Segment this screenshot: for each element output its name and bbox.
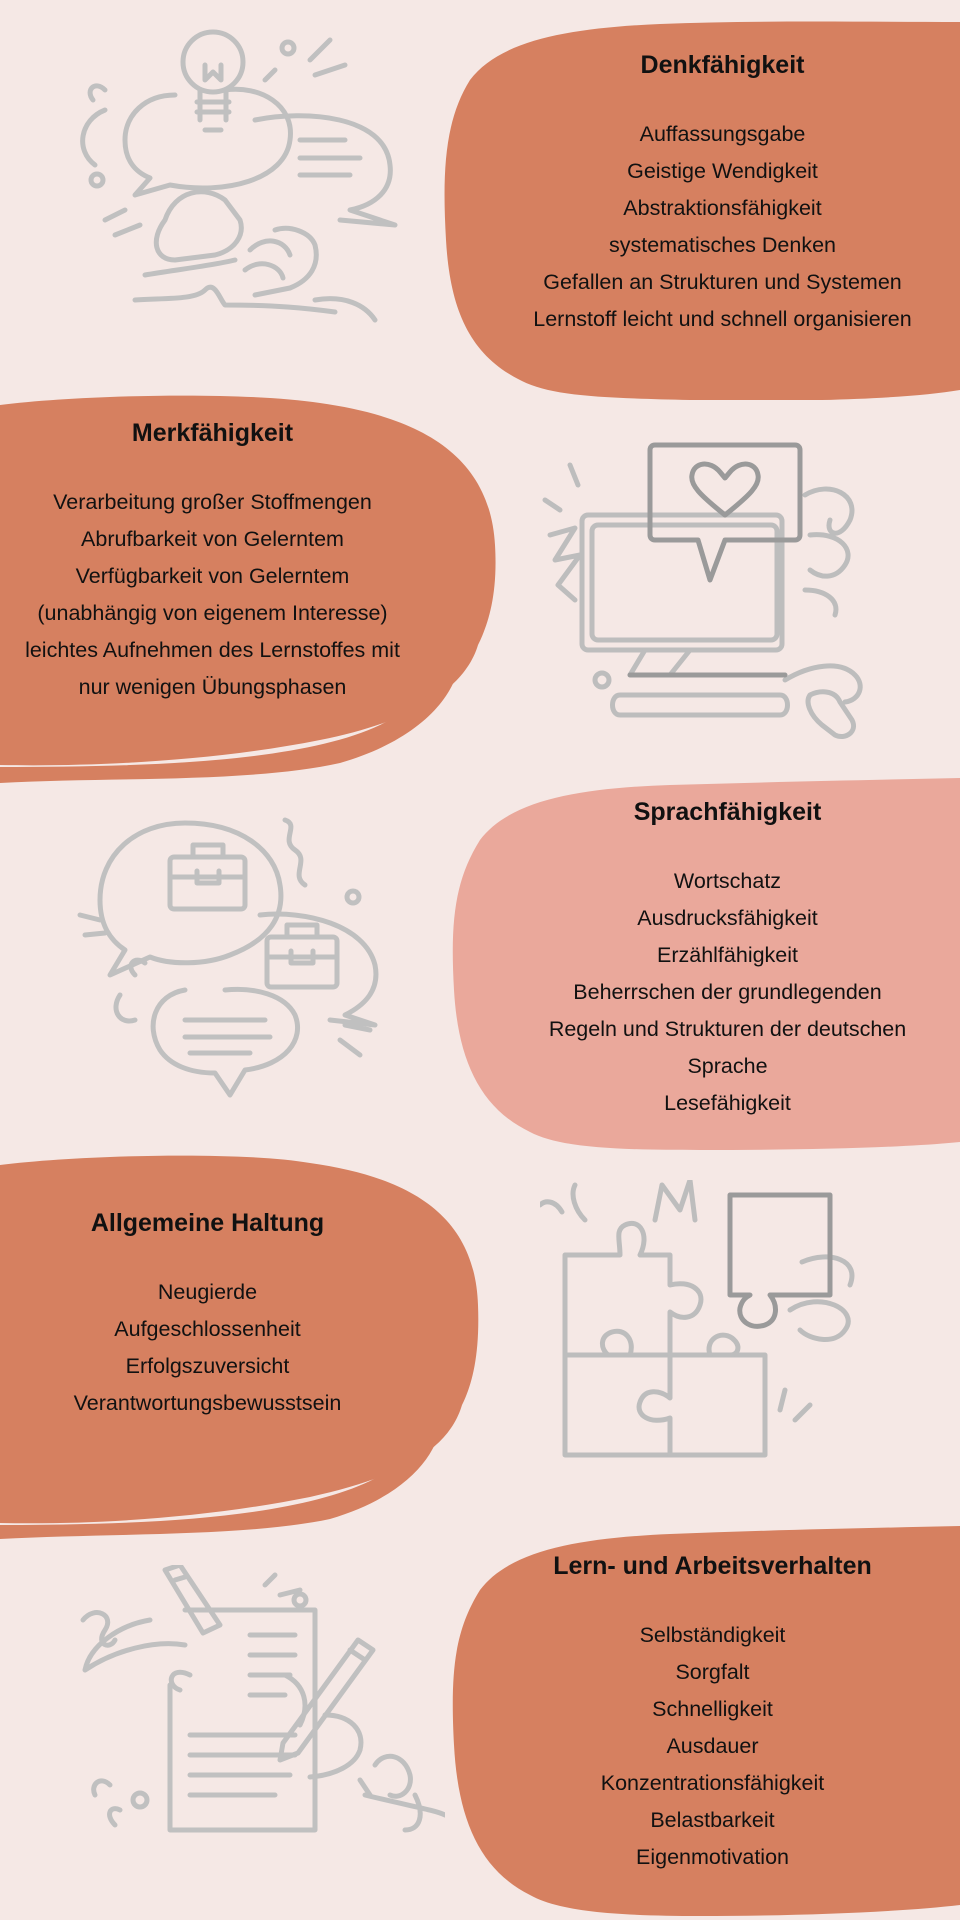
section-title: Merkfähigkeit xyxy=(131,419,294,447)
list-item: Sprache xyxy=(687,1054,768,1078)
list-item: Abrufbarkeit von Gelerntem xyxy=(81,527,344,551)
item-list xyxy=(490,116,955,338)
computer-heart-icon xyxy=(540,440,870,740)
section-allgemeine-haltung xyxy=(0,1208,415,1422)
section-title: Lern- und Arbeitsverhalten xyxy=(553,1552,872,1580)
section-merkfaehigkeit xyxy=(0,418,425,706)
list-item: Verarbeitung großer Stoffmengen xyxy=(53,490,372,514)
document-pen-hand-icon xyxy=(75,1565,445,1845)
section-title: Denkfähigkeit xyxy=(640,51,805,79)
list-item: Sorgfalt xyxy=(675,1660,750,1684)
list-item: Verfügbarkeit von Gelerntem xyxy=(75,564,350,588)
item-list xyxy=(500,1617,925,1876)
item-list xyxy=(0,1274,415,1422)
list-item: Belastbarkeit xyxy=(650,1808,775,1832)
list-item: Regeln und Strukturen der deutschen xyxy=(548,1017,907,1041)
list-item: Auffassungsgabe xyxy=(639,122,806,146)
puzzle-pieces-icon xyxy=(540,1180,880,1470)
list-item: Gefallen an Strukturen und Systemen xyxy=(543,270,902,294)
list-item: Lesefähigkeit xyxy=(664,1091,791,1115)
section-denkfaehigkeit xyxy=(490,50,955,338)
list-item: Beherrschen der grundlegenden xyxy=(573,980,882,1004)
list-item: Lernstoff leicht und schnell organisieren xyxy=(533,307,912,331)
item-list xyxy=(0,484,425,706)
section-sprachfaehigkeit xyxy=(500,797,955,1122)
list-item: leichtes Aufnehmen des Lernstoffes mit xyxy=(25,638,400,662)
list-item: Konzentrationsfähigkeit xyxy=(600,1771,825,1795)
list-item: Abstraktionsfähigkeit xyxy=(623,196,822,220)
briefcase-speech-bubbles-icon xyxy=(75,815,405,1105)
lightbulb-hands-icon xyxy=(75,20,415,330)
list-item: Eigenmotivation xyxy=(636,1845,789,1869)
section-lern-und-arbeitsverhalten xyxy=(500,1551,925,1876)
list-item: Ausdauer xyxy=(666,1734,759,1758)
list-item: nur wenigen Übungsphasen xyxy=(78,675,347,699)
section-title: Allgemeine Haltung xyxy=(90,1209,325,1237)
list-item: Aufgeschlossenheit xyxy=(114,1317,301,1341)
list-item: Neugierde xyxy=(157,1280,258,1304)
section-title: Sprachfähigkeit xyxy=(633,798,822,826)
list-item: Ausdrucksfähigkeit xyxy=(637,906,818,930)
list-item: Erzählfähigkeit xyxy=(656,943,799,967)
list-item: (unabhängig von eigenem Interesse) xyxy=(37,601,388,625)
list-item: Geistige Wendigkeit xyxy=(627,159,818,183)
item-list xyxy=(500,863,955,1122)
list-item: Wortschatz xyxy=(673,869,782,893)
list-item: systematisches Denken xyxy=(608,233,837,257)
list-item: Verantwortungsbewusstsein xyxy=(73,1391,342,1415)
list-item: Schnelligkeit xyxy=(652,1697,773,1721)
list-item: Erfolgszuversicht xyxy=(125,1354,290,1378)
list-item: Selbständigkeit xyxy=(639,1623,786,1647)
